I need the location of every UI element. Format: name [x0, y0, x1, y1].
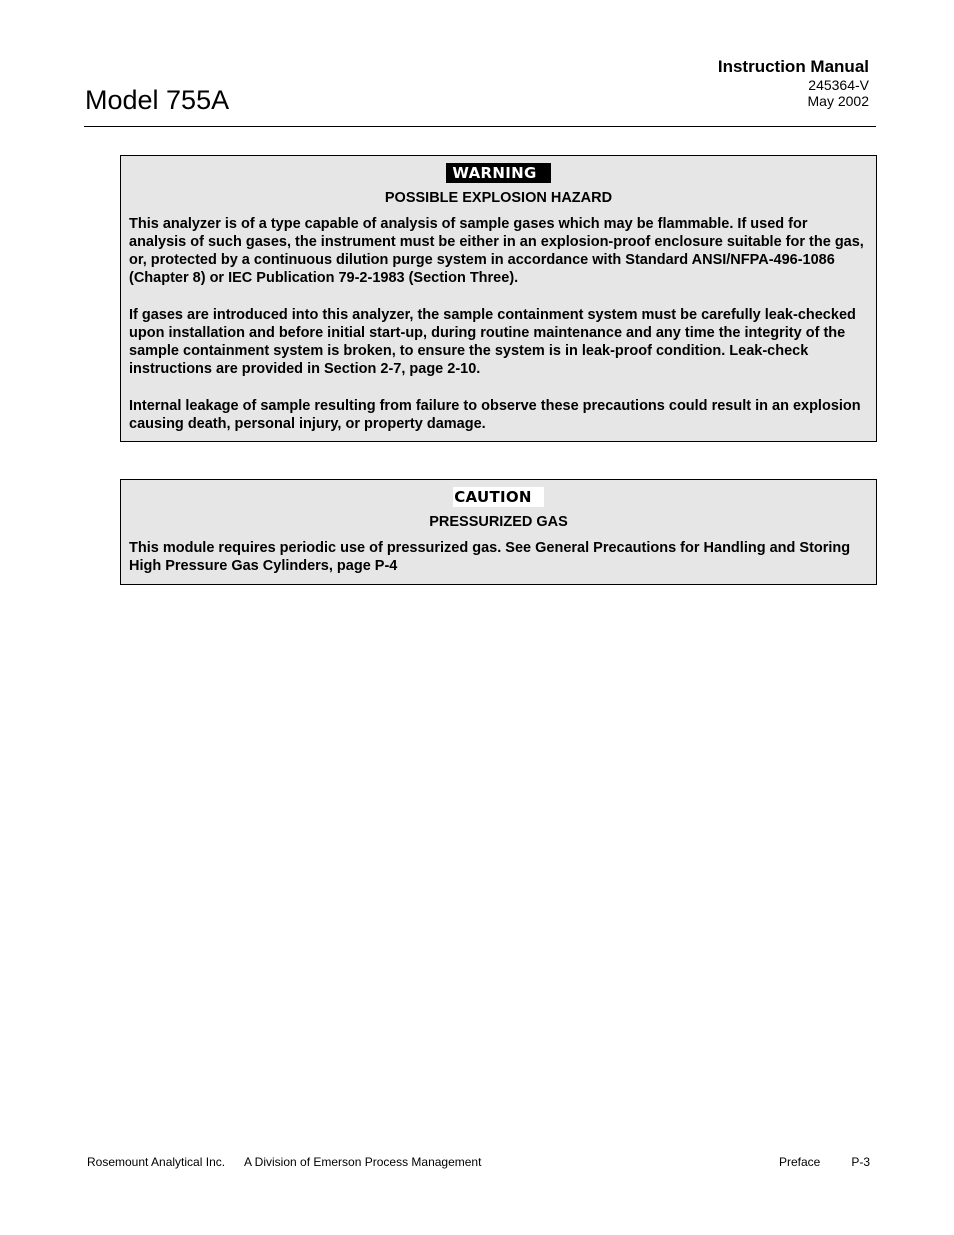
- model-title: Model 755A: [85, 85, 230, 115]
- footer-page-number: P-3: [851, 1155, 870, 1169]
- warning-paragraph: Internal leakage of sample resulting from failure to observe these precautions could result in an explosion causing death, personal injury, or property damage.: [129, 398, 861, 432]
- manual-title: Instruction Manual: [717, 57, 869, 76]
- warning-label: WARNING: [446, 163, 550, 183]
- caution-box: [120, 479, 877, 585]
- caution-title: PRESSURIZED GAS: [429, 514, 568, 530]
- warning-paragraph: This analyzer is of a type capable of analysis of sample gases which may be flammable. If used for analysis of such gases, the instrument must be either in an explosion-proof enclosure suitable for the gas, or, protected by a continuous dilution purge system in accordance with Standard ANSI/NFPA-496-1086 (Chapter 8) or IEC Publication 79-2-1983 (Section Three).: [129, 216, 864, 286]
- header-divider: [84, 126, 876, 127]
- caution-label: CAUTION: [453, 487, 544, 507]
- footer-section: Preface: [779, 1155, 821, 1169]
- warning-title: POSSIBLE EXPLOSION HAZARD: [384, 190, 613, 206]
- footer-company: Rosemount Analytical Inc.: [87, 1155, 226, 1169]
- warning-box: [120, 155, 877, 442]
- caution-text: This module requires periodic use of pressurized gas. See General Precautions for Handling and Storing High Pressure Gas Cylinders, page P-4: [129, 540, 851, 574]
- document-date: May 2002: [807, 93, 869, 109]
- header-info: [718, 57, 869, 109]
- document-number: 245364-V: [808, 77, 869, 93]
- footer-division: A Division of Emerson Process Management: [244, 1155, 482, 1169]
- warning-paragraph: If gases are introduced into this analyzer, the sample containment system must be carefully leak-checked upon installation and before initial start-up, during routine maintenance and any time the integrity of the sample containment system is broken, to ensure the system is in leak-proof condition. Leak-check instructions are provided in Section 2-7, page 2-10.: [129, 307, 856, 377]
